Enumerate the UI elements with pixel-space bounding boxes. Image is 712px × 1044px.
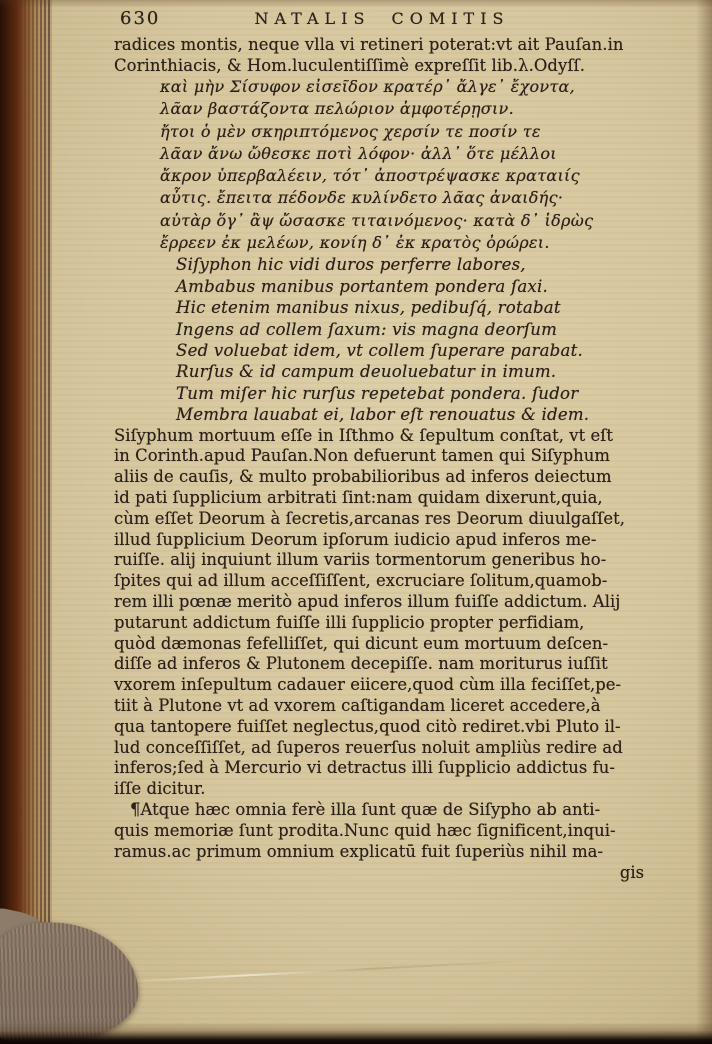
verse-line: Membra lauabat ei, labor eſt renouatus & idem. <box>176 405 590 425</box>
text-line: cùm eſſet Deorum à ſecretis,arcanas res Deorum diuulgaſſet, <box>114 508 626 528</box>
text-line: rem illi pœnæ meritò apud inferos illum fuiſſe addictum. Alij <box>114 592 621 611</box>
text-line: tiit à Plutone vt ad vxorem caſtigandam liceret accedere,à <box>114 695 601 715</box>
text-line: Siſyphum mortuum eſſe in Iſthmo & ſepultum conſtat, vt eſt <box>114 425 614 445</box>
text-line: inferos;ſed à Mercurio vi detractus illi ſupplicio addictus fu- <box>114 758 615 778</box>
text-line: aliis de cauſis, & multo probabilioribus ad inferos deiectum <box>114 467 612 487</box>
verse-line: Ambabus manibus portantem pondera ſaxi. <box>176 276 548 296</box>
page-edge-right <box>696 0 712 1044</box>
greek-line: αὐτὰρ ὅγ᾽ ἂψ ὤσασκε τιταινόμενος· κατὰ δ᾽ ἱδρὼς <box>160 210 594 230</box>
greek-line: ἔρρεεν ἐκ μελέων, κονίη δ᾽ ἐκ κρατὸς ὀρώρει. <box>160 233 550 253</box>
prose-paragraph-interpretation <box>114 800 650 862</box>
page-header <box>114 8 650 32</box>
greek-line: ἤτοι ὁ μὲν σκηριπτόμενος χερσίν τε ποσίν τε <box>160 121 541 141</box>
greek-line: ἄκρον ὑπερβαλέειν, τότ᾽ ἀποστρέψασκε κραταιίς <box>160 166 580 186</box>
text-line: illud ſupplicium Deorum ipſorum iudicio apud inferos me- <box>114 529 597 549</box>
verse-line: Ingens ad collem ſaxum: vis magna deorſum <box>176 319 558 339</box>
book-gutter-spine <box>0 0 52 1044</box>
page-edge-bottom <box>0 1022 712 1044</box>
latin-verse-quotation <box>114 254 650 425</box>
verse-line: Siſyphon hic vidi duros perferre labores, <box>176 255 526 275</box>
text-line: lud conceſſiſſet, ad ſuperos reuerſus noluit ampliùs redire ad <box>114 737 623 757</box>
text-line: id pati ſupplicium arbitrati ſint:nam quidam dixerunt,quia, <box>114 488 603 508</box>
text-line: vxorem inſepultum cadauer eiicere,quod cùm illa feciſſet,pe- <box>114 675 622 695</box>
text-line: iſſe dicitur. <box>114 779 206 799</box>
text-line: diſſe ad inferos & Plutonem decepiſſe. nam moriturus iuſſit <box>114 654 608 674</box>
verse-line: Rurſus & id campum deuoluebatur in imum. <box>176 362 557 382</box>
text-line: ruiſſe. alij inquiunt illum variis tormentorum generibus ho- <box>114 550 607 570</box>
text-line: ¶Atque hæc omnia ferè illa ſunt quæ de Siſypho ab anti- <box>130 799 601 819</box>
greek-line: καὶ μὴν Σίσυφον εἰσεῖδον κρατέρ᾽ ἄλγε᾽ ἔχοντα, <box>160 77 576 96</box>
verse-line: Sed voluebat idem, vt collem ſuperare parabat. <box>176 341 583 360</box>
paper-crease <box>120 959 540 983</box>
prose-paragraph-sisyphus <box>114 426 650 800</box>
greek-quotation <box>114 76 650 254</box>
text-line: putarunt addictum fuiſſe illi ſupplicio propter perfidiam, <box>114 612 585 632</box>
text-line: in Corinth.apud Pauſan.Non defuerunt tamen qui Siſyphum <box>114 446 610 466</box>
greek-line: λᾶαν ἄνω ὤθεσκε ποτὶ λόφον· ἀλλ᾽ ὅτε μέλλοι <box>160 143 557 163</box>
text-block <box>114 8 650 883</box>
verse-line: Tum miſer hic rurſus repetebat pondera. ſudor <box>176 383 579 403</box>
greek-line: αὖτις. ἔπειτα πέδονδε κυλίνδετο λᾶας ἀναιδής· <box>160 188 564 208</box>
page-edge-top <box>0 0 712 8</box>
catchword: gis <box>619 863 644 883</box>
intro-paragraph <box>114 34 650 76</box>
text-line: quis memoriæ ſunt prodita.Nunc quid hæc ſignificent,inqui- <box>114 820 616 840</box>
text-line: radices montis, neque vlla vi retineri poterat:vt ait Pauſan.in <box>114 35 624 54</box>
greek-line: λᾶαν βαστάζοντα πελώριον ἀμφοτέρῃσιν. <box>160 99 514 119</box>
verse-line: Hic etenim manibus nixus, pedibuſq́, rotabat <box>176 298 561 318</box>
text-line: Corinthiacis, & Hom.luculentiſſimè expreſſit lib.λ.Odyſſ. <box>114 56 586 75</box>
running-title: NATALIS COMITIS <box>254 9 510 28</box>
text-line: quòd dæmonas fefelliſſet, qui dicunt eum mortuum deſcen- <box>114 633 609 653</box>
page-number: 630 <box>120 8 161 29</box>
text-line: qua tantopere fuiſſet neglectus,quod citò rediret.vbi Pluto il- <box>114 716 621 736</box>
text-line: ramus.ac primum omnium explicatū fuit ſuperiùs nihil ma- <box>114 841 604 861</box>
text-line: ſpites qui ad illum acceſſiſſent, excruciare ſolitum,quamob- <box>114 571 608 591</box>
